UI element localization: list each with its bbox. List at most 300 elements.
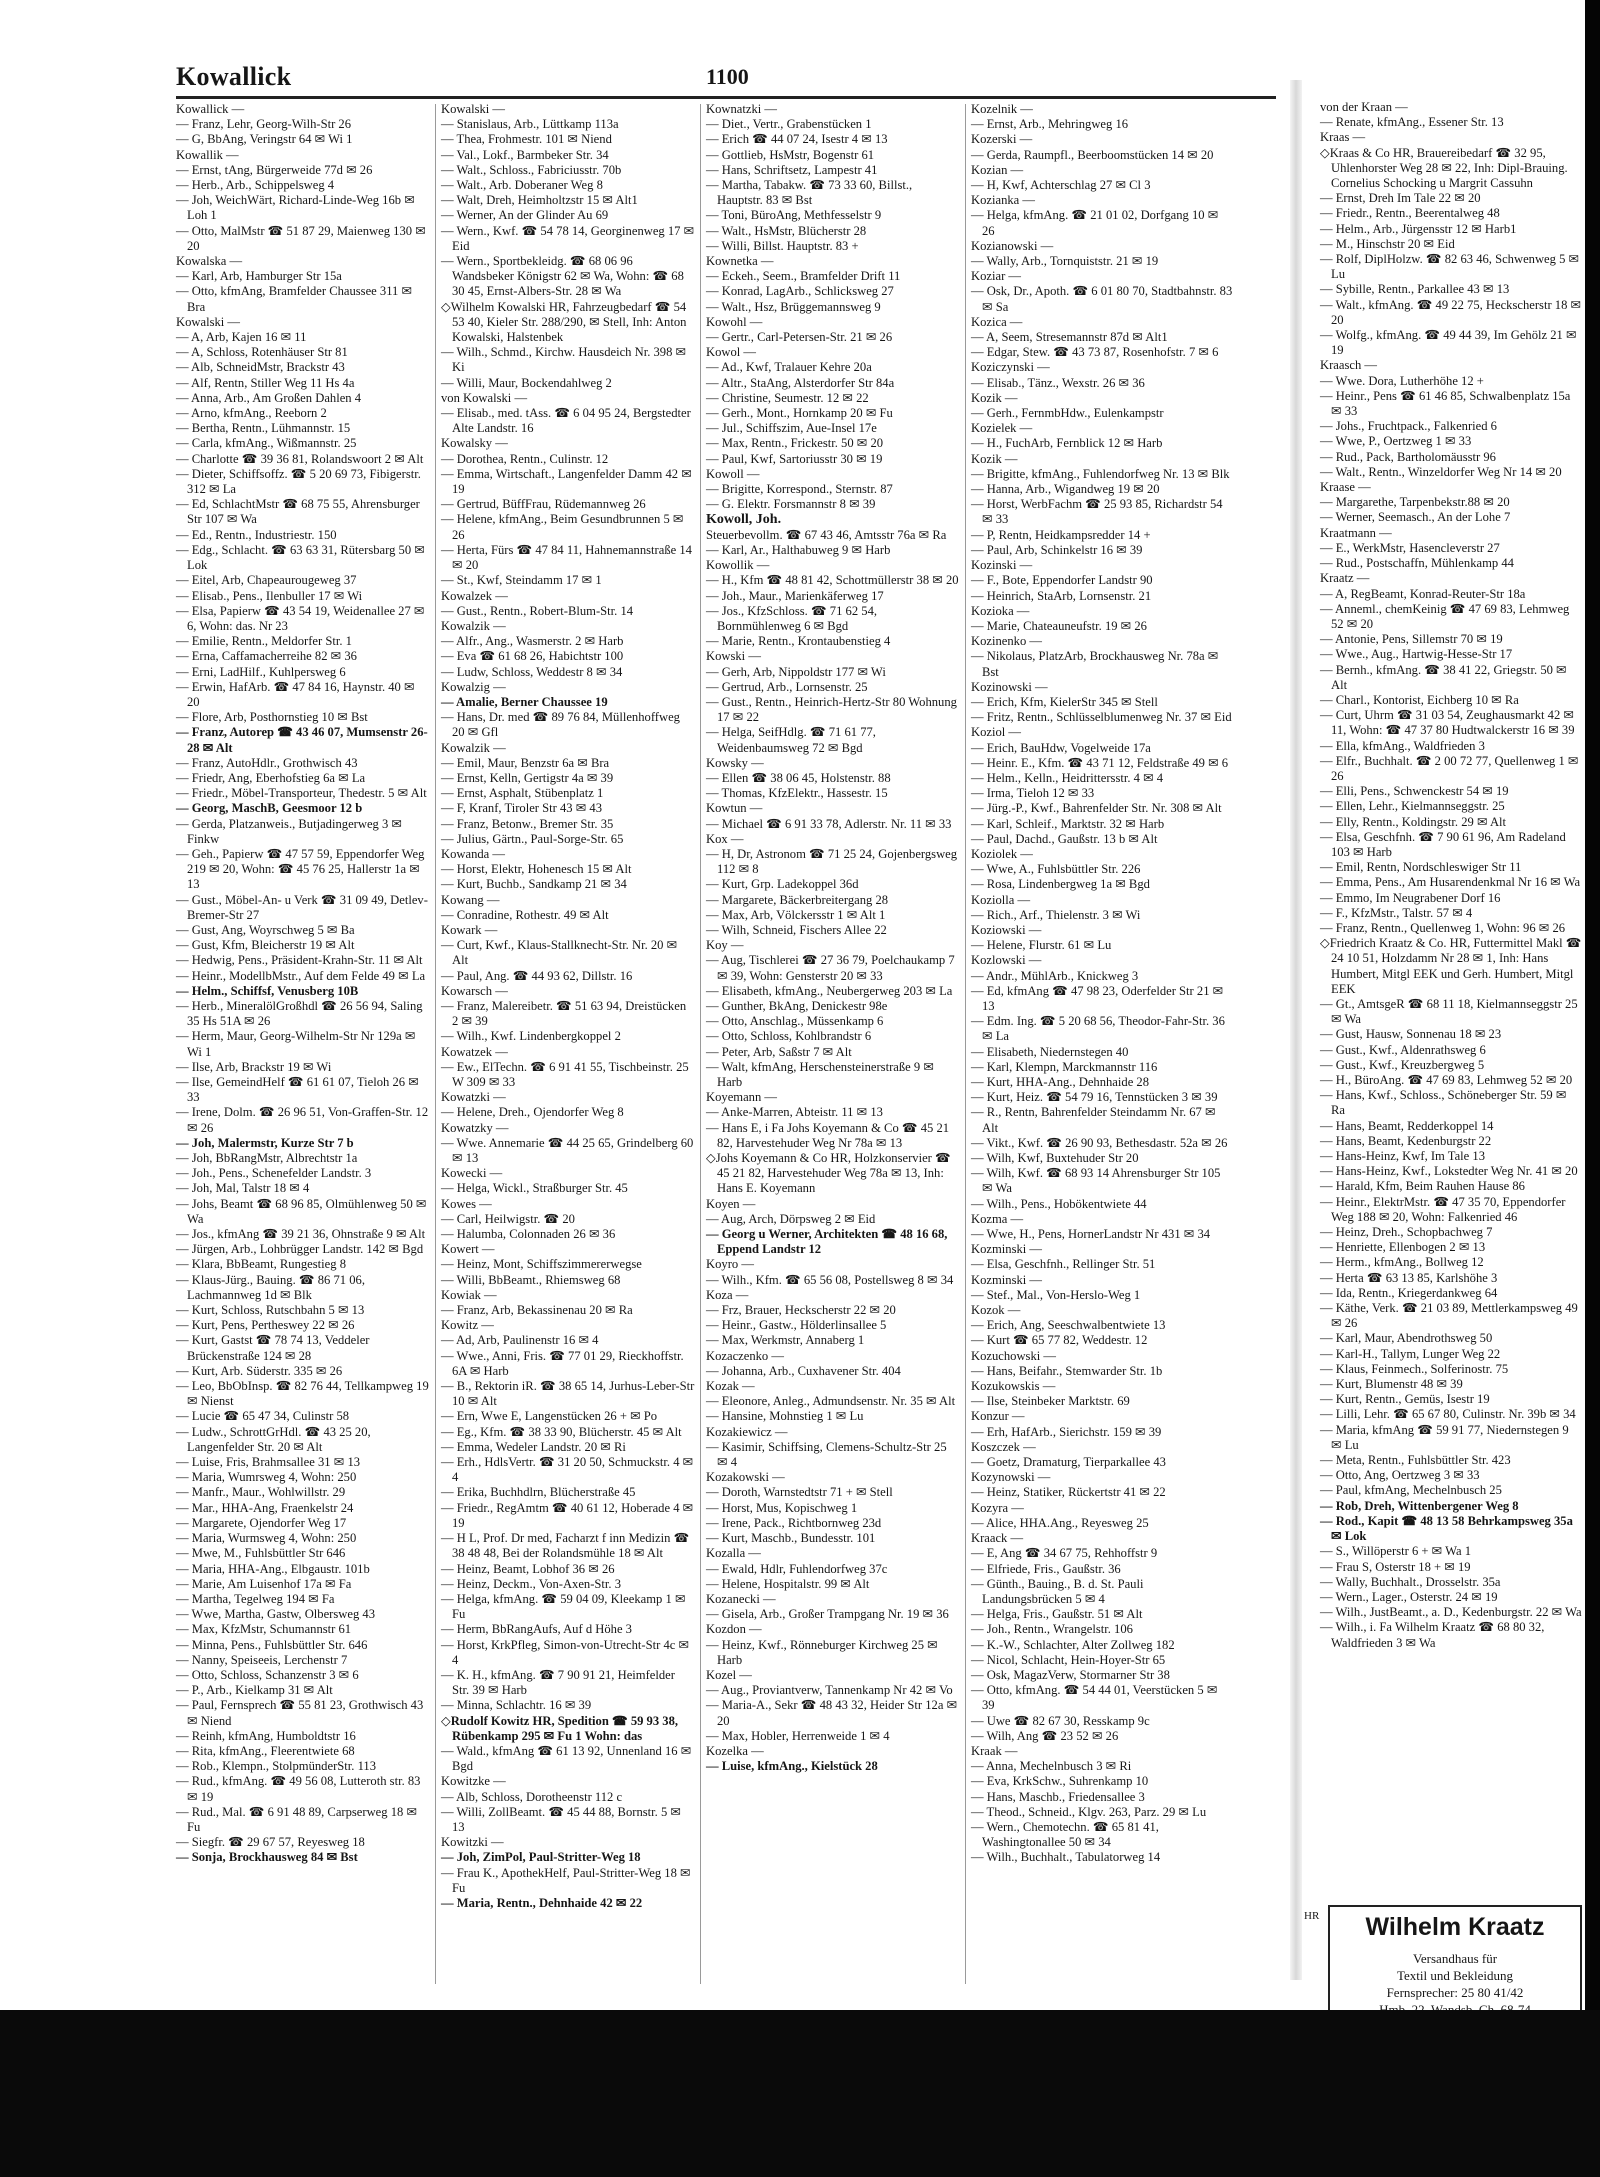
directory-entry: — Aug, Arch, Dörpsweg 2 ✉ Eid [706,1211,876,1226]
directory-entry: — Mar., HHA-Ang, Fraenkelstr 24 [176,1500,354,1515]
directory-entry: — Franz, Arb, Bekassinenau 20 ✉ Ra [441,1303,633,1318]
directory-entry: — Heinz, Kwf., Rönneburger Kirchweg 25 ✉ Harb [706,1637,938,1667]
directory-entry: — Otto, Anschlag., Müssenkamp 6 [706,1014,884,1029]
directory-entry: — Emilie, Rentn., Meldorfer Str. 1 [176,634,352,649]
directory-entry: Kozuchowski — [971,1348,1056,1363]
directory-entry: — Joh., Rentn., Wrangelstr. 106 [971,1622,1133,1637]
directory-entry: — St., Kwf, Steindamm 17 ✉ 1 [441,573,602,588]
directory-entry: Kowatzek — [441,1044,508,1059]
directory-entry: — Elsa, Geschfnh. ☎ 7 90 61 96, Am Radeland 103 ✉ Harb [1320,829,1566,859]
directory-entry: — Rud., Postschaffn, Mühlenkamp 44 [1320,556,1514,571]
directory-entry: Kozerski — [971,132,1033,147]
directory-entry: — Franz, Rentn., Quellenweg 1, Wohn: 96 ✉ 26 [1320,920,1566,935]
directory-entry: — Erich, BauHdw, Vogelweide 17a [971,740,1151,755]
directory-entry: — Maria, HHA-Ang., Elbgaustr. 101b [176,1561,370,1576]
directory-entry: Kraase — [1320,480,1371,495]
directory-entry: — Werner, Seemasch., An der Lohe 7 [1320,510,1511,525]
directory-entry: — A, Seem, Stresemannstr 87d ✉ Alt1 [971,330,1168,345]
directory-entry: ◇ Wilhelm Kowalski HR, Fahrzeugbedarf ☎ 54 53 40, Kieler Str. 288/290, ✉ Stell, Inh: Anton Kowalski, Halstenbek [441,300,695,346]
directory-entry: — Karl-H., Tallym, Lunger Weg 22 [1320,1346,1501,1361]
directory-entry: — Kurt, HHA-Ang., Dehnhaide 28 [971,1075,1150,1089]
directory-entry: — Hans-Heinz, Kwf., Lokstedter Weg Nr. 41 ✉ 20 [1320,1164,1578,1179]
directory-entry: — Margarete, Bäckerbreitergang 28 [706,892,889,907]
directory-entry: — A, Schloss, Rotenhäuser Str 81 [176,345,348,360]
directory-entry: — Willi, Maur, Bockendahlweg 2 [441,375,612,390]
directory-entry: — Otto, kfmAng. ☎ 54 44 01, Veerstücken 5 ✉ 39 [971,1683,1218,1713]
scan-border-bottom [0,2010,1600,2177]
directory-entry: — Helga, kfmAng. ☎ 59 04 09, Kleekamp 1 ✉ Fu [441,1591,686,1622]
directory-entry: — Ernst, Arb., Mehringweg 16 [971,117,1129,132]
directory-entry: — Gertr., Carl-Petersen-Str. 21 ✉ 26 [706,330,893,345]
directory-entry: — Hans, Maschb., Friedensallee 3 [971,1789,1145,1804]
directory-entry: — B., Rektorin iR. ☎ 38 65 14, Jurhus-Leber-Str 10 ✉ Alt [441,1379,695,1409]
directory-entry: Kozianka — [971,193,1035,208]
directory-entry: — Helene, Flurstr. 61 ✉ Lu [971,938,1112,953]
column-divider [965,104,966,1984]
directory-entry: — Toni, BüroAng, Methfesselstr 9 [706,208,882,223]
directory-entry: — Otto, Ang, Oertzweg 3 ✉ 33 [1320,1468,1480,1483]
directory-entry: Kowtun — [706,801,763,816]
directory-entry: — Thomas, KfzElektr., Hassestr. 15 [706,786,888,801]
directory-entry: — Osk, Dr., Apoth. ☎ 6 01 80 70, Stadtbahnstr. 83 ✉ Sa [971,284,1233,314]
directory-entry: — Gertrud, Arb., Lornsenstr. 25 [706,679,868,694]
directory-entry: — Curt, Kwf., Klaus-Stallknecht-Str. Nr. 20 ✉ Alt [441,938,678,968]
directory-entry: — Heinz, Deckm., Von-Axen-Str. 3 [441,1576,622,1591]
directory-entry: — Emma, Wedeler Landstr. 20 ✉ Ri [441,1439,626,1454]
directory-entry: — Rod., Kapit ☎ 48 13 58 Behrkampsweg 35a ✉ Lok [1320,1513,1573,1544]
directory-entry: Koyemann — [706,1090,777,1105]
directory-entry: — F., KfzMstr., Talstr. 57 ✉ 4 [1320,905,1473,920]
directory-entry: — Charlotte ☎ 39 36 81, Rolandswoort 2 ✉ Alt [176,451,424,466]
directory-entry: — Brigitte, kfmAng., Fuhlendorfweg Nr. 13 ✉ Blk [971,466,1230,481]
directory-entry: — Max, Werkmstr, Annaberg 1 [706,1333,865,1348]
directory-entry: — Ilse, GemeindHelf ☎ 61 61 07, Tieloh 26 ✉ 33 [176,1075,419,1105]
directory-entry: — Ed, kfmAng ☎ 47 98 23, Oderfelder Str 21 ✉ 13 [971,983,1224,1013]
directory-entry: — K.-W., Schlachter, Alter Zollweg 182 [971,1637,1175,1652]
directory-entry: — Herm., kfmAng., Bollweg 12 [1320,1255,1484,1270]
directory-entry: — P, Rentn, Heidkampsredder 14 + [971,527,1151,542]
directory-entry: — Otto, Schloss, Kohlbrandstr 6 [706,1029,872,1044]
directory-entry: — Emil, Rentn, Nordschleswiger Str 11 [1320,860,1522,875]
directory-entry: — Bertha, Rentn., Lühmannstr. 15 [176,421,351,436]
column-divider [700,104,701,1984]
directory-entry: Kowallik — [176,147,239,162]
header-keyword: Kowallick [176,62,292,91]
directory-entry: Kraack — [971,1531,1024,1546]
directory-entry: — Fritz, Rentn., Schlüsselblumenweg Nr. 37 ✉ Eid [971,710,1232,725]
directory-entry: — Willi, ZollBeamt. ☎ 45 44 88, Bornstr. 5 ✉ 13 [441,1804,681,1834]
directory-entry: Kownetka — [706,254,774,269]
directory-entry: Kowitzke — [441,1774,506,1789]
directory-entry: — Käthe, Verk. ☎ 21 03 89, Mettlerkampsweg 49 ✉ 26 [1320,1301,1578,1331]
directory-entry: Kowanda — [441,846,506,861]
directory-entry: Kozianowski — [971,238,1054,253]
directory-entry: — Hedwig, Pens., Präsident-Krahn-Str. 11 ✉ Alt [176,953,423,968]
directory-entry: Steuerbevollm. ☎ 67 43 46, Amtsstr 76a ✉ Ra [706,527,947,542]
directory-entry: — Elsa, Papierw ☎ 43 54 19, Weidenallee 27 ✉ 6, Wohn: das. Nr 23 [176,603,425,633]
directory-entry: Kozlowski — [971,953,1042,968]
directory-entry: — Gust, Hausw, Sonnenau 18 ✉ 23 [1320,1027,1502,1042]
directory-entry: — Eva, KrkSchw., Suhrenkamp 10 [971,1774,1149,1789]
directory-entry: Kox — [706,831,744,846]
directory-entry: von Kowalski — [441,390,528,405]
directory-entry: Kraasch — [1320,358,1377,373]
directory-entry: — Helga, SeifHdlg. ☎ 71 61 77, Weidenbaumsweg 72 ✉ Bgd [706,725,876,755]
directory-entry: — Osk, MagazVerw, Stormarner Str 38 [971,1667,1170,1682]
directory-entry: — Eg., Kfm. ☎ 38 33 90, Blücherstr. 45 ✉ Alt [441,1424,682,1439]
directory-entry: Kozielek — [971,421,1033,436]
directory-entry: — Willi, Billst. Hauptstr. 83 + [706,238,859,253]
directory-entry: — Bernh., kfmAng. ☎ 38 41 22, Griegstr. 50 ✉ Alt [1320,662,1567,692]
directory-entry: — P., Arb., Kielkamp 31 ✉ Alt [176,1683,333,1698]
directory-entry: — Wern., Sportbekleidg. ☎ 68 06 96 Wandsbeker Königstr 62 ✉ Wa, Wohn: ☎ 68 30 45, Ernst-Albers-Str. 28 ✉ Wa [441,254,684,299]
directory-entry: — Ellen, Lehr., Kielmannseggstr. 25 [1320,799,1505,814]
directory-entry: — Wwe, H., Pens, HornerLandstr Nr 431 ✉ 34 [971,1227,1211,1242]
directory-entry: — Helm., Schiffsf, Venusberg 10B [176,983,359,998]
directory-entry: Kowatzki — [441,1090,506,1105]
directory-entry: — Kurt, Buchb., Sandkamp 21 ✉ 34 [441,877,627,892]
directory-entry: — Horst, WerbFachm ☎ 25 93 85, Richardstr 54 ✉ 33 [971,497,1223,527]
directory-entry: — Aug., Proviantverw, Tannenkamp Nr 42 ✉ Vo [706,1683,953,1698]
directory-entry: — Gerda, Platzanweis., Butjadingerweg 3 ✉ Finkw [176,816,402,846]
directory-entry: — Elfr., Buchhalt. ☎ 2 00 72 77, Quellenweg 1 ✉ 26 [1320,753,1579,783]
ad-title: Wilhelm Kraatz [1365,1913,1545,1941]
directory-entry: — Frz, Brauer, Heckscherstr 22 ✉ 20 [706,1303,896,1318]
directory-entry: — Erika, Buchhdlrn, Blücherstraße 45 [441,1485,636,1500]
directory-entry: — Alb, Schloss, Dorotheenstr 112 c [441,1789,623,1804]
directory-entry: — Vikt., Kwf. ☎ 26 90 93, Bethesdastr. 52a ✉ 26 [971,1135,1228,1150]
directory-entry: Kozok — [971,1303,1021,1318]
directory-entry: Kozalla — [706,1546,761,1561]
directory-entry: — Johs., Fruchtpack., Falkenried 6 [1320,419,1497,434]
directory-entry: — Nikolaus, PlatzArb, Brockhausweg Nr. 78a ✉ Bst [971,649,1219,679]
directory-entry: — Luise, kfmAng., Kielstück 28 [706,1759,878,1774]
directory-entry: — Joh, Mal, Talstr 18 ✉ 4 [176,1181,310,1196]
directory-entry: — Wern., Kwf. ☎ 54 78 14, Georginenweg 17 ✉ Eid [441,223,695,253]
directory-entry: — Anneml., chemKeinig ☎ 47 69 83, Lehmweg 52 ✉ 20 [1320,601,1570,631]
directory-entry: — Georg u Werner, Architekten ☎ 48 16 68, Eppend Landstr 12 [706,1227,948,1257]
directory-entry: — Erich ☎ 44 07 24, Isestr 4 ✉ 13 [706,132,888,147]
directory-entry: Kowert — [441,1242,495,1257]
directory-entry: — Wwe., Aug., Hartwig-Hesse-Str 17 [1320,647,1513,662]
directory-entry: — Curt, Uhrm ☎ 31 03 54, Zeughausmarkt 42 ✉ 11, Wohn: ☎ 47 37 80 Hudtwalckerstr 16 ✉ 39 [1320,708,1575,738]
directory-entry: Kozinenko — [971,634,1042,649]
directory-entry: — Heinz, Mont, Schiffszimmererwegse [441,1257,642,1272]
directory-entry: — Hans, Beamt, Kedenburgstr 22 [1320,1133,1492,1148]
directory-entry: — Karl, Schleif., Marktstr. 32 ✉ Harb [971,816,1165,831]
directory-entry: — Brigitte, Korrespond., Sternstr. 87 [706,482,893,497]
directory-entry: — Heinrich, StaArb, Lornsenstr. 21 [971,588,1152,603]
directory-column-2 [441,102,695,1911]
directory-entry: ◇ Rudolf Kowitz HR, Spedition ☎ 59 93 38, Rübenkamp 295 ✉ Fu 1 Wohn: das [441,1714,695,1744]
directory-entry: Kozelka — [706,1743,764,1758]
directory-entry: — Frau K., ApothekHelf, Paul-Stritter-Weg 18 ✉ Fu [441,1865,691,1895]
directory-entry: — Leo, BbObInsp. ☎ 82 76 44, Tellkampweg 19 ✉ Nienst [176,1379,429,1409]
directory-entry: — Heinz, Beamt, Lobhof 36 ✉ 26 [441,1561,615,1576]
directory-entry: — Martha, Tegelweg 194 ✉ Fa [176,1591,335,1606]
directory-entry: — Marie, Chateauneufstr. 19 ✉ 26 [971,618,1147,633]
directory-entry: — Franz, AutoHdlr., Grothwisch 43 [176,755,358,770]
directory-entry: Kowatzky — [441,1120,509,1135]
directory-entry: — Nanny, Speiseeis, Lerchenstr 7 [176,1652,348,1667]
directory-entry: — Ludw., SchrottGrHdl. ☎ 43 25 20, Langenfelder Str. 20 ✉ Alt [176,1424,371,1454]
directory-entry: — Marie, Am Luisenhof 17a ✉ Fa [176,1576,352,1591]
directory-entry: — Paul, kfmAng, Mechelnbusch 25 [1320,1483,1502,1498]
directory-entry: — Konrad, LagArb., Schlicksweg 27 [706,284,894,299]
directory-entry: — Werner, An der Glinder Au 69 [441,208,609,223]
directory-entry: — Gust, Ang, Woyrschweg 5 ✉ Ba [176,922,355,937]
directory-entry: — Gerh., FernmbHdw., Eulenkampstr [971,406,1164,421]
directory-entry: — Kurt, Pens, Pertheswey 22 ✉ 26 [176,1318,355,1333]
directory-entry: — Willi, BbBeamt., Rhiemsweg 68 [441,1272,621,1287]
directory-entry: — Helene, Dreh., Ojendorfer Weg 8 [441,1105,624,1120]
directory-entry: — Rita, kfmAng., Fleerentwiete 68 [176,1743,355,1758]
directory-entry: — Minna, Pens., Fuhlsbüttler Str. 646 [176,1637,368,1652]
directory-entry: — Karl, Klempn, Marckmannstr 116 [971,1059,1158,1074]
directory-entry: — Alfr., Ang., Wasmerstr. 2 ✉ Harb [441,634,624,649]
directory-entry: — Ed, SchlachtMstr ☎ 68 75 55, Ahrensburger Str 107 ✉ Wa [176,497,420,527]
directory-entry: Kozian — [971,162,1024,177]
directory-entry: — Helene, Hospitalstr. 99 ✉ Alt [706,1576,870,1591]
directory-entry: — H, Dr, Astronom ☎ 71 25 24, Gojenbergsweg 112 ✉ 8 [706,846,958,877]
directory-entry: Kowark — [441,922,498,937]
directory-entry: Koyen — [706,1196,756,1211]
directory-entry: — Gerh, Arb, Nippoldstr 177 ✉ Wi [706,664,886,679]
directory-entry: — Rolf, DiplHolzw. ☎ 82 63 46, Schwenweg 5 ✉ Lu [1320,252,1580,282]
directory-entry: — H, Kwf, Achterschlag 27 ✉ Cl 3 [971,178,1151,193]
directory-entry: — Hans, Beamt, Redderkoppel 14 [1320,1118,1494,1133]
directory-entry: — Rob, Dreh, Wittenbergener Weg 8 [1320,1498,1519,1513]
directory-entry: — H., FuchArb, Fernblick 12 ✉ Harb [971,436,1163,451]
directory-entry: Kraatz — [1320,571,1370,586]
directory-entry: — Joh, WeichWärt, Richard-Linde-Weg 16b ✉ Loh 1 [176,193,415,223]
directory-entry: — Ern, Wwe E, Langenstücken 26 + ✉ Po [441,1409,658,1424]
directory-entry: — Aug, Tischlerei ☎ 27 36 79, Poelchaukamp 7 ✉ 39, Wohn: Gensterstr 20 ✉ 33 [706,953,955,983]
directory-entry: — Kurt, Rentn., Gemüs, Isestr 19 [1320,1392,1490,1407]
directory-entry: — Johs, Beamt ☎ 68 96 85, Olmühlenweg 50 ✉ Wa [176,1196,427,1226]
directory-entry: — Wilh., Kwf. Lindenbergkoppel 2 [441,1029,621,1044]
directory-entry: — Erna, Caffamacherreihe 82 ✉ 36 [176,649,357,664]
directory-column-4 [971,102,1233,1866]
directory-entry: Kozakiewicz — [706,1424,788,1439]
directory-entry: Kowalska — [176,254,243,269]
directory-entry: Kraak — [971,1743,1018,1758]
directory-entry: — Erich, Ang, Seeschwalbentwiete 13 [971,1318,1166,1333]
directory-entry: — Hans, Dr. med ☎ 89 76 84, Müllenhoffweg 20 ✉ Gfl [441,710,680,740]
directory-entry: Kraatmann — [1320,525,1392,540]
directory-entry: — Theod., Schneid., Klgv. 263, Parz. 29 ✉ Lu [971,1804,1207,1819]
directory-entry: — Gust., Rentn., Heinrich-Hertz-Str 80 Wohnung 17 ✉ 22 [706,694,957,725]
directory-entry: Kozak — [706,1379,755,1394]
directory-entry: Kowol — [706,345,757,360]
directory-entry: — Ad, Arb, Paulinenstr 16 ✉ 4 [441,1333,599,1348]
directory-entry: — Wally, Arb., Tornquiststr. 21 ✉ 19 [971,254,1159,269]
directory-entry: — Ed., Rentn., Industriestr. 150 [176,527,337,542]
directory-entry: Kowitz — [441,1318,494,1333]
directory-entry: — Emmo, Im Neugrabener Dorf 16 [1320,890,1501,905]
directory-entry: — Michael ☎ 6 91 33 78, Adlerstr. Nr. 11 ✉ 33 [706,816,952,831]
directory-entry: — Walt., Rentn., Winzeldorfer Weg Nr 14 ✉ 20 [1320,464,1562,479]
directory-entry: — Kurt, Maschb., Bundesstr. 101 [706,1531,876,1546]
directory-entry: Kozma — [971,1211,1024,1226]
directory-entry: — Jürgen, Arb., Lohbrügger Landstr. 142 ✉ Bgd [176,1242,424,1257]
directory-entry: — H., Kfm ☎ 48 81 42, Schottmüllerstr 38 ✉ 20 [706,573,959,588]
directory-entry: — Heinr., Pens ☎ 61 46 85, Schwalbenplatz 15a ✉ 33 [1320,388,1571,419]
directory-entry: — Kurt, Gastst ☎ 78 74 13, Veddeler Brückenstraße 124 ✉ 28 [176,1333,370,1363]
directory-entry: — Georg, MaschB, Geesmoor 12 b [176,801,363,816]
directory-entry: — Rich., Arf., Thielenstr. 3 ✉ Wi [971,907,1141,922]
directory-entry: ◇ Friedrich Kraatz & Co. HR, Futtermittel Makl ☎ 24 10 51, Holzdamm Nr 28 ✉ 1, Inh: Hans Humbert, Mitgl EEK und Gerh. Humbert, Mitgl EEK [1320,936,1582,997]
directory-entry: — E, Ang ☎ 34 67 75, Rehhoffstr 9 [971,1546,1158,1561]
directory-entry: — Doroth, Warnstedtstr 71 + ✉ Stell [706,1485,893,1500]
directory-entry: — Karl, Arb, Hamburger Str 15a [176,269,342,284]
directory-entry: — Ellen ☎ 38 06 45, Holstenstr. 88 [706,770,891,785]
directory-entry: — Helm., Arb., Jürgensstr 12 ✉ Harb1 [1320,221,1517,236]
directory-entry: — Emil, Maur, Benzstr 6a ✉ Bra [441,755,610,770]
directory-entry: — Renate, kfmAng., Essener Str. 13 [1320,115,1504,130]
directory-entry: — Alice, HHA.Ang., Reyesweg 25 [971,1515,1149,1530]
directory-entry: — Walt., kfmAng. ☎ 49 22 75, Heckscherstr 18 ✉ 20 [1320,297,1582,327]
directory-entry: — Hanna, Arb., Wigandweg 19 ✉ 20 [971,482,1160,497]
ad-line: Versandhaus für [1412,1951,1498,1966]
directory-entry: — Hans, Beifahr., Stemwarder Str. 1b [971,1363,1163,1378]
directory-entry: — Karl, Ar., Halthabuweg 9 ✉ Harb [706,542,891,557]
directory-entry: Kraas — [1320,130,1366,145]
directory-entry: — H L, Prof. Dr med, Facharzt f inn Medizin ☎ 38 48 48, Bei der Rolandsmühle 18 ✉ Alt [441,1531,690,1561]
directory-entry: — Wwe. Annemarie ☎ 44 25 65, Grindelberg 60 ✉ 13 [441,1135,694,1166]
directory-entry: — Elisabeth, Niedernstegen 40 [971,1044,1129,1059]
directory-entry: — Charl., Kontorist, Eichberg 10 ✉ Ra [1320,692,1519,707]
directory-entry: — Harald, Kfm, Beim Rauhen Hause 86 [1320,1179,1525,1194]
directory-entry: — Andr., MühlArb., Knickweg 3 [971,968,1139,983]
directory-entry: — Jürg.-P., Kwf., Bahrenfelder Str. Nr. 308 ✉ Alt [971,801,1222,816]
directory-entry: — Wwe., Anni, Fris. ☎ 77 01 29, Rieckhoffstr. 6A ✉ Harb [441,1348,684,1378]
directory-entry: — Margarethe, Tarpenbekstr.88 ✉ 20 [1320,495,1510,510]
directory-entry: — Henriette, Ellenbogen 2 ✉ 13 [1320,1240,1486,1255]
directory-entry: — Kurt, Heiz. ☎ 54 79 16, Tennstücken 3 ✉ 39 [971,1090,1218,1105]
directory-entry: Konzur — [971,1409,1025,1424]
directory-entry: ◇ Johs Koyemann & Co HR, Holzkonservier ☎ 45 21 82, Harvestehuder Weg 78a ✉ 13, Inh: Hans E. Koyemann [706,1151,960,1197]
directory-entry: Kozyra — [971,1500,1024,1515]
directory-entry: — Gertrud, BüffFrau, Rüdemannweg 26 [441,497,646,512]
directory-entry: — Herta, Fürs ☎ 47 84 11, Hahnemannstraße 14 ✉ 20 [441,542,692,573]
directory-entry: — Carla, kfmAng., Wißmannstr. 25 [176,436,357,451]
page-header [176,60,1276,96]
directory-entry: — Klaus, Feinmech., Solferinostr. 75 [1320,1361,1509,1376]
column-divider [435,104,436,1984]
directory-entry: Kozminski — [971,1272,1043,1287]
directory-entry: — Heinr., ModellbMstr., Auf dem Felde 49 ✉ La [176,968,426,983]
directory-entry: — Wilh., i. Fa Wilhelm Kraatz ☎ 68 80 32, Waldfrieden 3 ✉ Wa [1320,1620,1545,1650]
directory-entry: — Stanislaus, Arb., Lüttkamp 113a [441,117,619,132]
directory-entry: Kowollik — [706,558,770,573]
directory-entry: — Meta, Rentn., Fuhlsbüttler Str. 423 [1320,1453,1511,1468]
directory-entry: — Horst, Mus, Kopischweg 1 [706,1500,858,1515]
directory-entry: — H., BüroAng. ☎ 47 69 83, Lehmweg 52 ✉ 20 [1320,1073,1573,1087]
directory-entry: — Dieter, Schiffsoffz. ☎ 5 20 69 73, Fibigerstr. 312 ✉ La [176,466,421,497]
directory-entry: — Walt., Arb. Doberaner Weg 8 [441,178,603,193]
directory-entry: — Maria, kfmAng ☎ 59 91 77, Niedernstegen 9 ✉ Lu [1320,1422,1569,1452]
directory-entry: — Altr., StaAng, Alsterdorfer Str 84a [706,375,895,390]
directory-entry: — Wilh., JustBeamt., a. D., Kedenburgstr. 22 ✉ Wa [1320,1605,1582,1620]
directory-entry: — Ilse, Arb, Brackstr 19 ✉ Wi [176,1059,332,1074]
directory-entry: — Martha, Tabakw. ☎ 73 33 60, Billst., Hauptstr. 83 ✉ Bst [706,178,913,208]
directory-entry: — Jos., kfmAng ☎ 39 21 36, Ohnstraße 9 ✉ Alt [176,1227,426,1242]
directory-entry: — Wilh, Kwf. ☎ 68 93 14 Ahrensburger Str 105 ✉ Wa [971,1166,1221,1196]
directory-entry: — Gunther, BkAng, Denickestr 98e [706,998,888,1013]
directory-entry: — Paul, Ang. ☎ 44 93 62, Dillstr. 16 [441,968,633,983]
directory-entry: — Kurt, Grp. Ladekoppel 36d [706,877,859,892]
directory-entry: — Franz, Malereibetr. ☎ 51 63 94, Dreistücken 2 ✉ 39 [441,998,687,1029]
directory-entry: — Max, KfzMstr, Schumannstr 61 [176,1622,352,1637]
directory-entry: — Irene, Pack., Richtbornweg 23d [706,1515,882,1530]
directory-entry: von der Kraan — [1320,100,1408,114]
directory-entry: Koziar — [971,269,1022,284]
directory-entry: — K. H., kfmAng. ☎ 7 90 91 21, Heimfelder Str. 39 ✉ Harb [441,1667,675,1698]
directory-entry: — Eitel, Arb, Chapeaurougeweg 37 [176,573,357,588]
directory-entry: Koy — [706,938,744,953]
directory-entry: — Wilh., Buchhalt., Tabulatorweg 14 [971,1850,1161,1865]
directory-entry: — Günth., Bauing., B. d. St. Pauli Landungsbrücken 5 ✉ 4 [971,1576,1144,1606]
directory-entry: Koziol — [971,725,1022,740]
directory-entry: — M., Hinschstr 20 ✉ Eid [1320,236,1455,251]
directory-entry: — Heinr., Gastw., Hölderlinsallee 5 [706,1318,887,1333]
directory-entry: Kowoll — [706,466,760,481]
directory-entry: — Hans-Heinz, Kwf, Im Tale 13 [1320,1149,1486,1164]
directory-entry: Kowang — [441,892,500,907]
directory-entry: — Luise, Fris, Brahmsallee 31 ✉ 13 [176,1455,361,1470]
directory-entry: — Emma, Wirtschaft., Langenfelder Damm 42 ✉ 19 [441,466,692,497]
directory-entry: — Julius, Gärtn., Paul-Sorge-Str. 65 [441,831,624,846]
directory-entry: Koyro — [706,1257,754,1272]
directory-entry: Kowecki — [441,1166,503,1181]
directory-entry: — Wilh., Kfm. ☎ 65 56 08, Postellsweg 8 ✉ 34 [706,1272,954,1287]
directory-entry: — Joh, Malermstr, Kurze Str 7 b [176,1135,354,1150]
directory-entry: — Stef., Mal., Von-Herslo-Weg 1 [971,1287,1141,1302]
directory-entry: — Kurt, Arb. Süderstr. 335 ✉ 26 [176,1363,343,1378]
directory-entry: — Gottlieb, HsMstr, Bogenstr 61 [706,147,875,162]
directory-entry: — Wern., Lager., Osterstr. 24 ✉ 19 [1320,1589,1498,1604]
directory-entry: — Otto, kfmAng, Bramfelder Chaussee 311 ✉ Bra [176,284,413,314]
directory-entry: Kozel — [706,1667,752,1682]
directory-entry: — Sonja, Brockhausweg 84 ✉ Bst [176,1850,358,1865]
directory-entry: Kowallick — [176,102,245,116]
directory-entry: Kozica — [971,314,1023,329]
directory-entry: — G, BbAng, Veringstr 64 ✉ Wi 1 [176,132,353,147]
directory-entry: — Rob., Klempn., StolpmünderStr. 113 [176,1759,376,1774]
directory-entry: — Elisabeth, kfmAng., Neubergerweg 203 ✉ La [706,983,953,998]
directory-entry: — Max, Rentn., Frickestr. 50 ✉ 20 [706,436,884,451]
directory-entry: — Erwin, HafArb. ☎ 47 84 16, Haynstr. 40 ✉ 20 [176,679,415,709]
directory-entry: — Maria, Wumrsweg 4, Wohn: 250 [176,1470,357,1485]
directory-entry: — Joh., Maur., Marienkäferweg 17 [706,588,884,603]
directory-entry: — Wilh, Ang ☎ 23 52 ✉ 26 [971,1728,1119,1743]
directory-entry: Kowalsky — [441,436,508,451]
directory-entry: — Wilh, Kwf, Buxtehuder Str 20 [971,1151,1139,1166]
directory-column-3 [706,102,960,1774]
directory-entry: — Gerh., Mont., Hornkamp 20 ✉ Fu [706,406,893,421]
directory-entry: — Wern., Chemotechn. ☎ 65 81 41, Washingtonallee 50 ✉ 34 [971,1819,1159,1850]
directory-entry: — Friedr., RegAmtm ☎ 40 61 12, Hoberade 4 ✉ 19 [441,1500,694,1530]
directory-entry: — Walt, Dreh, Heimholtzstr 15 ✉ Alt1 [441,193,638,208]
directory-entry: — Joh., Pens., Schenefelder Landstr. 3 [176,1166,372,1181]
directory-entry: — Edgar, Stew. ☎ 43 73 87, Rosenhofstr. 7 ✉ 6 [971,345,1219,360]
directory-entry: — Rud., Mal. ☎ 6 91 48 89, Carpserweg 18 ✉ Fu [176,1804,418,1834]
directory-entry: Kowarsch — [441,983,508,998]
directory-entry: — Maria-A., Sekr ☎ 48 43 32, Heider Str 12a ✉ 20 [706,1698,958,1728]
directory-entry: Kowalski — [441,102,506,116]
directory-entry: Kowiak — [441,1287,497,1302]
